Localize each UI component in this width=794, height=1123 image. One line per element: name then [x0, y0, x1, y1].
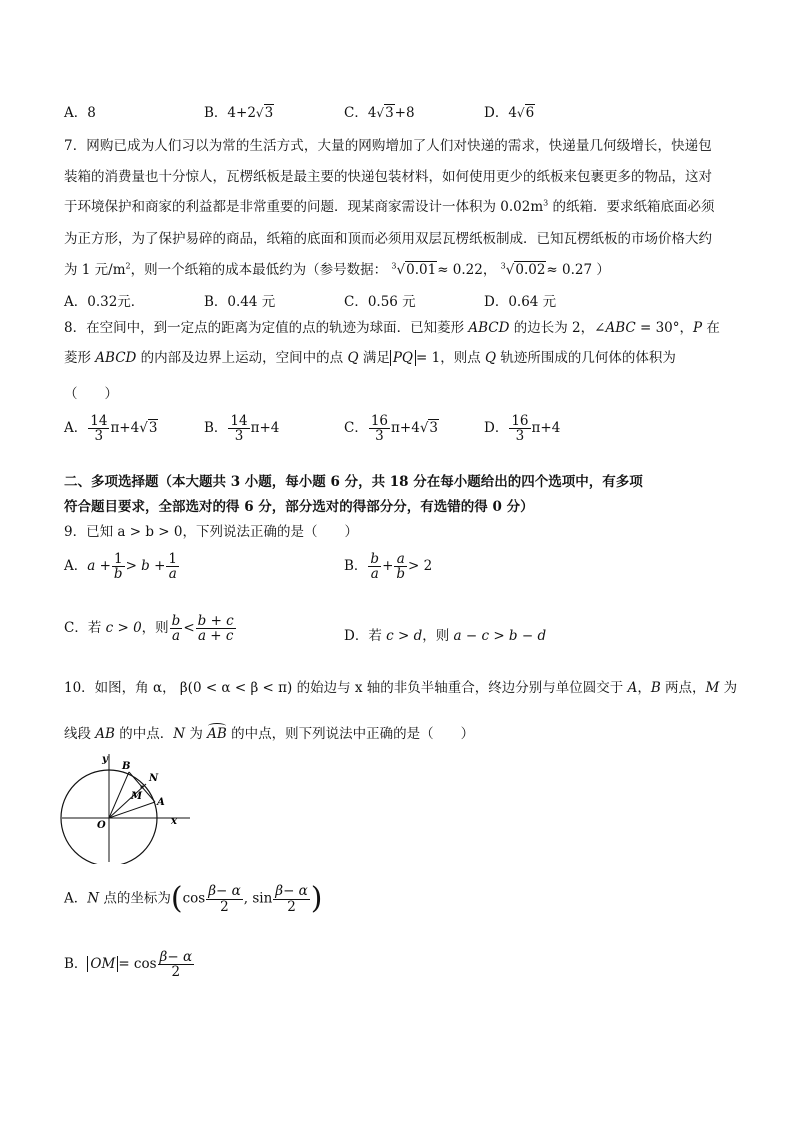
label-n: N — [149, 773, 159, 784]
q7-option-a: A．0.32元． — [64, 294, 145, 310]
q8-option-b: B． $\frac{14}{3}$ π+4 — [204, 413, 280, 445]
q8-option-c: C． $\frac{16}{3}$ π+4√3 — [344, 413, 439, 445]
q7-line-5: 为 1 元$/m^2$，则一个纸箱的成本最低约为（参号数据： $^3$√0.01≈ 0.22， $^3$√0.02≈ 0.27 ） — [64, 261, 610, 278]
ray-oa — [109, 802, 155, 818]
ray-ob — [109, 772, 129, 818]
q8-line-2: 菱形 ABCD 的内部及边界上运动，空间中的点 Q 满足 PQ = 1，则点 Q 轨迹所围成的几何体的体积为 — [64, 350, 676, 366]
q10-line-2: 线段 AB 的中点．N 为 AB 的中点，则下列说法中正确的是（ ） — [64, 722, 474, 742]
q7-line-3: 于环境保护和商家的利益都是非常重要的问题．现某商家需设计一体积为 $0.02m^3$ 的纸箱．要求纸箱底面必须 — [64, 198, 715, 215]
section-2-heading-line-1: 二、多项选择题（本大题共 3 小题，每小题 6 分，共 18 分在每小题给出的四个选项中，有多项 — [64, 474, 643, 490]
q9-option-c: C．若 c > 0，则 $\frac{b}{a}$ < $\frac{b + c}{a + c}$ — [64, 613, 234, 645]
label-m: M — [131, 791, 143, 802]
q10-option-b: B． OM = cos $\frac{\beta- \alpha}{2}$ — [64, 949, 193, 981]
label-y: y — [102, 754, 108, 765]
q9-stem: 9．已知 a > b > 0，下列说法正确的是（ ） — [64, 524, 358, 540]
unit-circle-figure — [60, 752, 195, 864]
label-o: O — [97, 820, 106, 831]
q6-option-d: D．4√6 — [484, 105, 535, 121]
q6-option-a: A．8 — [64, 105, 96, 121]
q9-option-d: D．若 c > d，则 a − c > b − d — [344, 628, 547, 644]
q7-option-d: D．0.64 元 — [484, 294, 557, 310]
q9-option-b: B． $\frac{b}{a}$ + $\frac{a}{b}$ > 2 — [344, 551, 433, 583]
q7-line-4: 为正方形，为了保护易碎的商品，纸箱的底面和顶而必须用双层瓦楞纸板制成．已知瓦楞纸板的市场价格大约 — [64, 231, 712, 247]
label-a: A — [157, 797, 165, 808]
arc-ab: AB — [207, 726, 227, 742]
point-m — [141, 786, 144, 789]
q9-option-a: A．a + $\frac{1}{b}$ > b + $\frac{1}{a}$ — [64, 551, 178, 583]
q6-option-b: B．4+2√3 — [204, 105, 274, 121]
q10-line-1: 10．如图，角 α， β(0 < α < β < π) 的始边与 x 轴的非负半轴重合，终边分别与单位圆交于 A，B 两点，M 为 — [64, 680, 738, 696]
q8-line-1: 8．在空间中，到一定点的距离为定值的点的轨迹为球面．已知菱形 ABCD 的边长为 2，∠ABC = 30°，P 在 — [64, 320, 720, 336]
q8-option-a: A． $\frac{14}{3}$ π+4√3 — [64, 413, 158, 445]
q8-answer-paren: （ ） — [64, 386, 118, 402]
q6-option-c: C．4√3+8 — [344, 105, 415, 121]
section-2-heading-line-2: 符合题目要求，全部选对的得 6 分，部分选对的得部分分，有选错的得 0 分） — [64, 499, 534, 515]
q7-line-1: 7．网购已成为人们习以为常的生活方式，大量的网购增加了人们对快递的需求，快递量几何级增长，快递包 — [64, 138, 712, 154]
q7-option-c: C．0.56 元 — [344, 294, 416, 310]
q7-option-b: B．0.44 元 — [204, 294, 276, 310]
q7-line-2: 装箱的消费量也十分惊人，瓦楞纸板是最主要的快递包装材料，如何使用更少的纸板来包裹更多的物品，这对 — [64, 169, 712, 185]
q8-option-d: D． $\frac{16}{3}$ π+4 — [484, 413, 561, 445]
q10-option-a: A．N 点的坐标为(cos $\frac{\beta- \alpha}{2}$ , sin $\frac{\beta- \alpha}{2}$ ) — [64, 881, 323, 916]
label-x: x — [171, 816, 177, 827]
label-b: B — [122, 761, 131, 772]
